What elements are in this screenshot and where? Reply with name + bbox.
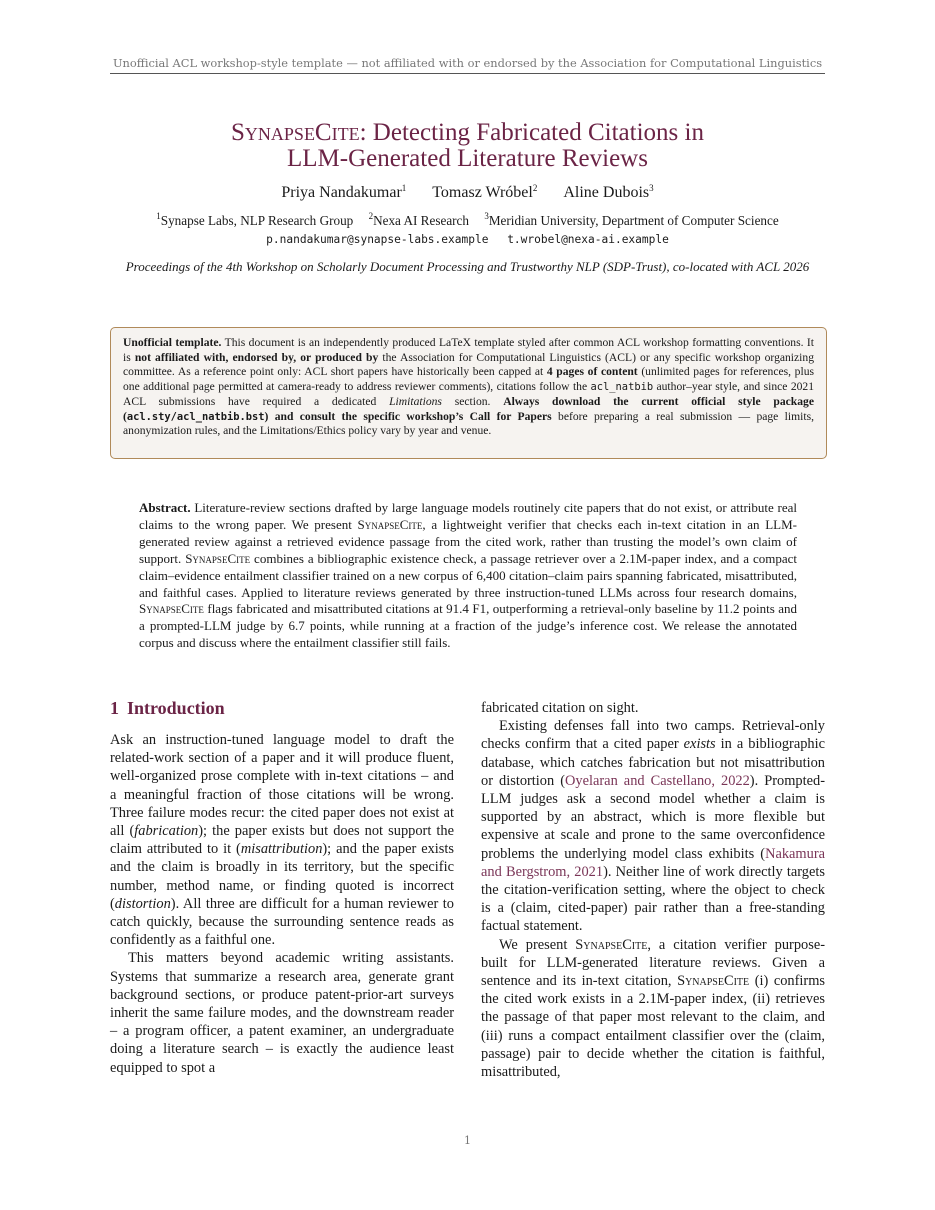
citation-link[interactable]: Oyelaran and Castellano, 2022 (565, 772, 750, 789)
unofficial-template-notice: Unofficial template. This document is an independently produced LaTeX template styled after common ACL workshop formatting conventions. It is not affiliated with, endorsed by, or produced by the Association for Computational Linguistics (ACL) or any specific workshop organizing committee. As a reference point only: ACL short papers have historically been capped at 4 pages of content (unlimited pages for references, plus one additional page permitted at camera-ready to address reviewer comments), citations follow the acl_natbib author–year style, and since 2021 ACL submissions have required a dedicated Limitations section. Always download the current official style package (acl.sty/acl_natbib.bst) and consult the specific workshop’s Call for Papers before preparing a real submission — page limits, anonymization rules, and the Limitations/Ethics policy vary by year and venue. (110, 327, 827, 459)
paragraph: Existing defenses fall into two camps. Retrieval-only checks confirm that a cited paper exists in a bibliographic database, which catches fabrication but not misattribution or distortion (Oyelaran and Castellano, 2022). Prompted-LLM judges ask a second model whether a claim is supported by an abstract, which is more flexible but expensive at scale and prone to the same overconfidence problems the underlying model class exhibits (Nakamura and Bergstrom, 2021). Neither line of work directly targets the citation-verification setting, where the object to check is a (claim, cited-paper) pair rather than a free-standing factual statement. (481, 718, 826, 935)
title-line2: LLM-Generated Literature Reviews (287, 145, 648, 172)
paragraph: Ask an instruction-tuned language model to draft the related-work section of a paper and it will produce fluent, well-organized prose complete with in-text citations – and a meaningful fraction of those citations will be wrong. Three failure modes recur: the cited paper does not exist at all (fabrication); the paper exists but does not support the claim attributed to it (misattribution); and the paper exists and the claim is broadly in its territory, but the specific number, method name, or finding quoted is incorrect (distortion). All three are difficult for a human reviewer to catch quickly, because the surrounding sentence reads as confidently as a faithful one. (110, 732, 455, 949)
author: Aline Dubois$^3$ (563, 183, 654, 201)
author: Priya Nandakumar$^1$ (281, 183, 407, 201)
system-name: SynapseCite (231, 119, 360, 146)
running-header: Unofficial ACL workshop-style template — not affiliated with or endorsed by the Association for Computational Linguistics (110, 56, 825, 74)
title-line1-rest: : Detecting Fabricated Citations in (359, 119, 704, 146)
section-heading: 1 Introduction (110, 698, 225, 718)
author-list (110, 183, 825, 202)
paper-title (110, 120, 825, 172)
right-column (481, 699, 825, 1081)
paragraph: We present SynapseCite, a citation verifier purpose-built for LLM-generated literature reviews. Given a sentence and its in-text citation, SynapseCite (i) confirms the cited work exists in a 2.1M-paper index, (ii) retrieves the passage of that paper most relevant to the claim, and (iii) runs a compact entailment classifier over the (claim, passage) pair to decide whether the citation is faithful, misattributed, (481, 936, 826, 1081)
citation-link[interactable]: Nakamura and Bergstrom, 2021 (481, 845, 825, 880)
proceedings-venue: Proceedings of the 4th Workshop on Scholarly Document Processing and Trustworthy NLP (SDP-Trust), co-located with ACL 2026 (125, 259, 810, 274)
affiliations (110, 211, 825, 229)
email: t.wrobel@nexa-ai.example (507, 233, 669, 246)
affiliation: $^2$Nexa AI Research (368, 211, 470, 228)
email: p.nandakumar@synapse-labs.example (266, 233, 489, 246)
paragraph: fabricated citation on sight. (481, 700, 639, 716)
abstract: Abstract. Literature-review sections drafted by large language models routinely cite papers that do not exist, or attribute real claims to the wrong paper. We present SynapseCite, a lightweight verifier that checks each in-text citation in an LLM-generated review against a retrieved evidence passage from the cited work, rather than trusting the model’s own claim of support. SynapseCite combines a bibliographic existence check, a passage retriever over a 2.1M-paper index, and a compact claim–evidence entailment classifier trained on a new corpus of 6,400 citation–claim pairs spanning fabricated, misattributed, and faithful cases. Applied to literature reviews generated by three instruction-tuned LLMs across four research domains, SynapseCite flags fabricated and misattributed citations at 91.4 F1, outperforming a retrieval-only baseline by 11.2 points and a prompted-LLM judge by 6.7 points, while running at a fraction of the judge’s inference cost. We release the annotated corpus and discuss where the entailment classifier still fails. (139, 500, 797, 651)
affiliation: $^3$Meridian University, Department of Computer Science (484, 211, 779, 228)
affiliation: $^1$Synapse Labs, NLP Research Group (156, 211, 354, 228)
left-column (110, 697, 454, 1077)
abstract-label: Abstract. (139, 500, 191, 515)
author-emails (110, 233, 825, 246)
author: Tomasz Wróbel$^2$ (432, 183, 538, 201)
page-number: 1 (464, 1134, 471, 1147)
paragraph: This matters beyond academic writing assistants. Systems that summarize a research area, generate grant background sections, or produce patent-prior-art surveys inherit the same failure modes, and the downstream reader – a program officer, a patent examiner, an undergraduate doing a literature search – is exactly the audience least equipped to spot a (110, 950, 454, 1076)
